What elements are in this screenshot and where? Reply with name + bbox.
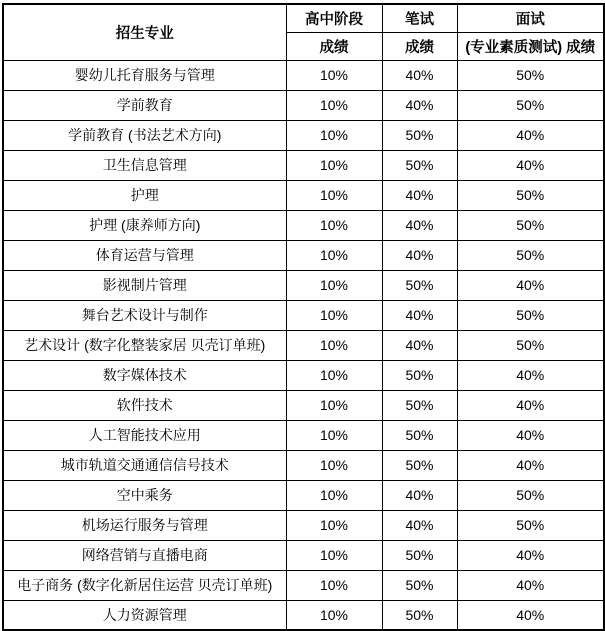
highschool-score-cell: 10% [286, 210, 382, 240]
written-score-cell: 40% [382, 480, 457, 510]
table-row [3, 450, 604, 480]
table-header [3, 4, 604, 60]
table-row [3, 120, 604, 150]
highschool-score-cell: 10% [286, 570, 382, 600]
major-cell: 艺术设计 (数字化整装家居 贝壳订单班) [3, 330, 286, 360]
written-score-cell: 50% [382, 390, 457, 420]
major-cell: 电子商务 (数字化新居住运营 贝壳订单班) [3, 570, 286, 600]
major-cell: 体育运营与管理 [3, 240, 286, 270]
interview-score-cell: 50% [457, 90, 604, 120]
highschool-score-cell: 10% [286, 420, 382, 450]
major-cell: 学前教育 [3, 90, 286, 120]
interview-score-cell: 40% [457, 150, 604, 180]
highschool-score-cell: 10% [286, 390, 382, 420]
header-highschool-score: 成绩 [286, 32, 382, 60]
interview-score-cell: 50% [457, 480, 604, 510]
table-row [3, 510, 604, 540]
highschool-score-cell: 10% [286, 360, 382, 390]
highschool-score-cell: 10% [286, 120, 382, 150]
table-row [3, 390, 604, 420]
admissions-score-table [2, 3, 605, 631]
highschool-score-cell: 10% [286, 150, 382, 180]
highschool-score-cell: 10% [286, 180, 382, 210]
written-score-cell: 50% [382, 540, 457, 570]
interview-score-cell: 50% [457, 300, 604, 330]
header-written-test: 笔试 [382, 4, 457, 32]
highschool-score-cell: 10% [286, 240, 382, 270]
interview-score-cell: 50% [457, 180, 604, 210]
header-highschool-stage: 高中阶段 [286, 4, 382, 32]
table-row [3, 150, 604, 180]
table-row [3, 330, 604, 360]
written-score-cell: 50% [382, 120, 457, 150]
interview-score-cell: 40% [457, 270, 604, 300]
table-row [3, 90, 604, 120]
written-score-cell: 40% [382, 240, 457, 270]
major-cell: 护理 [3, 180, 286, 210]
major-cell: 城市轨道交通通信信号技术 [3, 450, 286, 480]
major-cell: 软件技术 [3, 390, 286, 420]
header-interview-score: (专业素质测试) 成绩 [457, 32, 604, 60]
major-cell: 网络营销与直播电商 [3, 540, 286, 570]
highschool-score-cell: 10% [286, 60, 382, 90]
interview-score-cell: 40% [457, 450, 604, 480]
highschool-score-cell: 10% [286, 450, 382, 480]
interview-score-cell: 40% [457, 540, 604, 570]
major-cell: 婴幼儿托育服务与管理 [3, 60, 286, 90]
written-score-cell: 40% [382, 60, 457, 90]
major-cell: 学前教育 (书法艺术方向) [3, 120, 286, 150]
major-cell: 卫生信息管理 [3, 150, 286, 180]
table-row [3, 270, 604, 300]
written-score-cell: 50% [382, 270, 457, 300]
major-cell: 舞台艺术设计与制作 [3, 300, 286, 330]
table-row [3, 420, 604, 450]
highschool-score-cell: 10% [286, 510, 382, 540]
table-row [3, 360, 604, 390]
highschool-score-cell: 10% [286, 90, 382, 120]
written-score-cell: 50% [382, 360, 457, 390]
interview-score-cell: 40% [457, 420, 604, 450]
written-score-cell: 40% [382, 300, 457, 330]
written-score-cell: 50% [382, 600, 457, 630]
written-score-cell: 40% [382, 330, 457, 360]
interview-score-cell: 50% [457, 60, 604, 90]
table-row [3, 240, 604, 270]
interview-score-cell: 50% [457, 210, 604, 240]
table-row [3, 210, 604, 240]
major-cell: 影视制片管理 [3, 270, 286, 300]
table-row [3, 60, 604, 90]
written-score-cell: 40% [382, 510, 457, 540]
table-row [3, 480, 604, 510]
highschool-score-cell: 10% [286, 600, 382, 630]
table-row [3, 180, 604, 210]
interview-score-cell: 50% [457, 330, 604, 360]
interview-score-cell: 40% [457, 390, 604, 420]
table-row [3, 600, 604, 630]
table-row [3, 300, 604, 330]
interview-score-cell: 40% [457, 120, 604, 150]
written-score-cell: 50% [382, 570, 457, 600]
major-cell: 人工智能技术应用 [3, 420, 286, 450]
major-cell: 护理 (康养师方向) [3, 210, 286, 240]
highschool-score-cell: 10% [286, 270, 382, 300]
highschool-score-cell: 10% [286, 300, 382, 330]
interview-score-cell: 40% [457, 570, 604, 600]
table-row [3, 540, 604, 570]
major-cell: 人力资源管理 [3, 600, 286, 630]
header-written-score: 成绩 [382, 32, 457, 60]
interview-score-cell: 40% [457, 600, 604, 630]
major-cell: 机场运行服务与管理 [3, 510, 286, 540]
written-score-cell: 50% [382, 420, 457, 450]
major-cell: 数字媒体技术 [3, 360, 286, 390]
written-score-cell: 40% [382, 180, 457, 210]
interview-score-cell: 50% [457, 510, 604, 540]
written-score-cell: 40% [382, 90, 457, 120]
table-body [3, 60, 604, 630]
highschool-score-cell: 10% [286, 330, 382, 360]
written-score-cell: 50% [382, 150, 457, 180]
written-score-cell: 50% [382, 450, 457, 480]
header-major: 招生专业 [3, 4, 286, 60]
table-row [3, 570, 604, 600]
major-cell: 空中乘务 [3, 480, 286, 510]
interview-score-cell: 40% [457, 360, 604, 390]
written-score-cell: 40% [382, 210, 457, 240]
highschool-score-cell: 10% [286, 540, 382, 570]
interview-score-cell: 50% [457, 240, 604, 270]
highschool-score-cell: 10% [286, 480, 382, 510]
header-interview: 面试 [457, 4, 604, 32]
header-row-1 [3, 4, 604, 32]
